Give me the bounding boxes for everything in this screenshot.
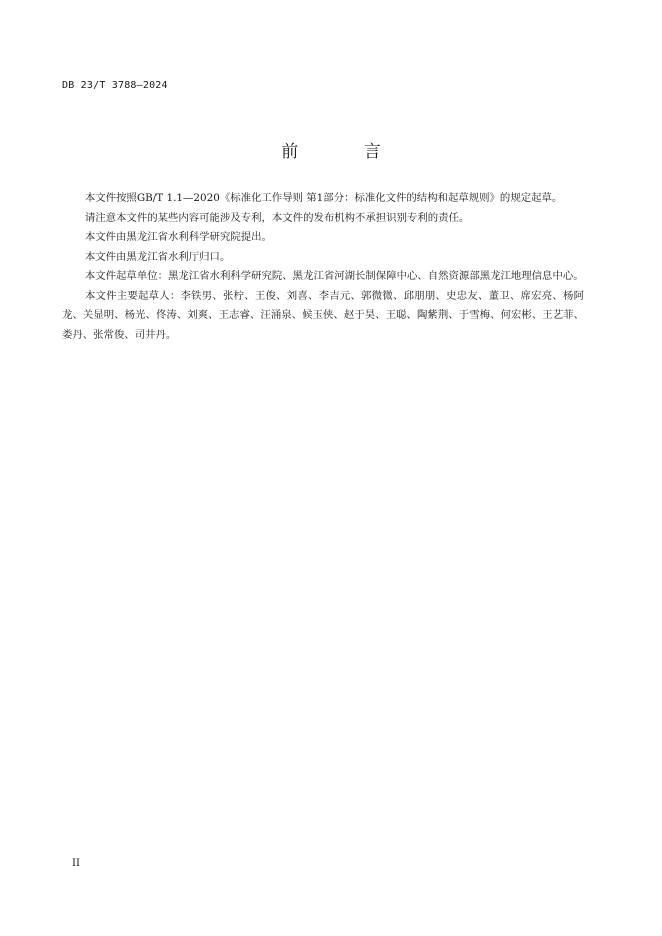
paragraph-drafting-units: 本文件起草单位：黑龙江省水利科学研究院、黑龙江省河湖长制保障中心、自然资源部黑龙江地理信息中心。 — [84, 270, 584, 282]
section-title: 前 言 — [281, 142, 411, 162]
foreword-body — [62, 189, 584, 345]
page-number: II — [72, 858, 80, 869]
paragraph-proposer: 本文件由黑龙江省水利科学研究院提出。 — [84, 231, 272, 243]
paragraph-administrator: 本文件由黑龙江省水利厅归口。 — [84, 250, 231, 263]
paragraph-standard-basis: 本文件按照GB/T 1.1—2020《标准化工作导则 第1部分：标准化文件的结构和起草规则》的规定起草。 — [84, 192, 563, 204]
paragraph-patent-notice: 请注意本文件的某些内容可能涉及专利，本文件的发布机构不承担识别专利的责任。 — [84, 211, 470, 224]
document-code: DB 23/T 3788—2024 — [62, 80, 168, 91]
paragraph-drafters: 本文件主要起草人：李铁男、张柠、王俊、刘喜、李吉元、郭微微、邱朋朋、史忠友、董卫、席宏亮、杨阿龙、关显明、杨光、佟涛、刘爽、王志睿、汪涌泉、候玉侠、赵于昊、王聪、陶紫荆、于雪梅、何宏彬、王艺菲、娄丹、张常俊、司井丹。 — [62, 289, 584, 341]
